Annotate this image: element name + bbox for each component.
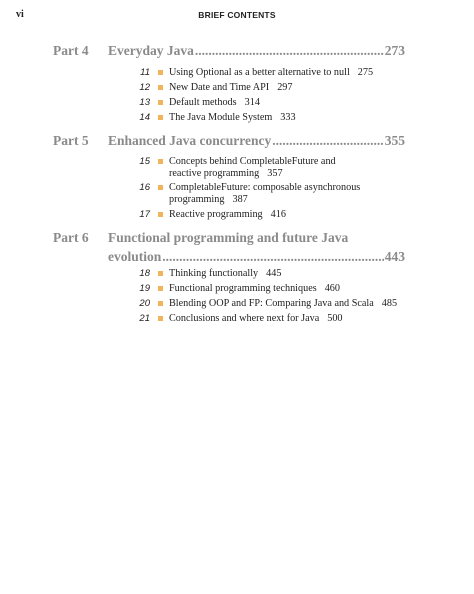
chapter-title: Concepts behind CompletableFuture and xyxy=(169,156,336,167)
bullet-icon xyxy=(158,115,163,120)
page-number: vi xyxy=(16,9,24,20)
chapter-number: 15 xyxy=(139,156,150,167)
part-title: Everyday Java xyxy=(108,43,194,58)
bullet-icon xyxy=(158,70,163,75)
chapter-title: Using Optional as a better alternative to null xyxy=(169,67,350,78)
part-label: Part 6 xyxy=(53,230,89,245)
part-6-heading[interactable] xyxy=(53,230,405,270)
chapter-title: New Date and Time API xyxy=(169,82,270,93)
chapter-number: 19 xyxy=(139,283,150,294)
chapter-title: Thinking functionally xyxy=(169,268,259,279)
chapter-number: 14 xyxy=(139,112,150,123)
chapter-number: 18 xyxy=(139,268,150,279)
chapter-page: 333 xyxy=(280,112,296,123)
chapter-page: 460 xyxy=(324,283,340,294)
part-5-heading[interactable] xyxy=(53,133,405,153)
chapter-number: 16 xyxy=(139,182,150,193)
part-title-continued: evolution xyxy=(108,249,162,264)
leader-dots xyxy=(162,249,383,265)
chapter-title: Functional programming techniques xyxy=(169,283,317,294)
chapter-title: The Java Module System xyxy=(169,112,273,123)
chapter-number: 21 xyxy=(139,313,150,324)
chapter-page: 416 xyxy=(270,209,286,220)
chapter-title: Reactive programming xyxy=(169,209,263,220)
chapter-number: 12 xyxy=(139,82,150,93)
chapter-title-continued: programming xyxy=(169,194,225,205)
part-title: Enhanced Java concurrency xyxy=(108,133,272,148)
bullet-icon xyxy=(158,159,163,164)
bullet-icon xyxy=(158,185,163,190)
chapter-title: CompletableFuture: composable asynchronous xyxy=(169,182,361,193)
bullet-icon xyxy=(158,271,163,276)
chapter-number: 13 xyxy=(139,97,150,108)
bullet-icon xyxy=(158,100,163,105)
chapter-page: 275 xyxy=(357,67,374,78)
page-header xyxy=(16,9,458,23)
part-label: Part 5 xyxy=(53,133,89,148)
part-page: 443 xyxy=(384,249,405,264)
chapter-number: 20 xyxy=(139,298,150,309)
bullet-icon xyxy=(158,85,163,90)
chapter-page: 445 xyxy=(266,268,282,279)
chapter-page: 314 xyxy=(244,97,260,108)
leader-dots xyxy=(272,133,383,149)
leader-dots xyxy=(195,43,384,59)
part-4-heading[interactable] xyxy=(53,43,405,63)
chapter-page: 297 xyxy=(277,82,293,93)
chapter-number: 11 xyxy=(140,67,150,78)
running-head: BRIEF CONTENTS xyxy=(198,10,276,20)
chapter-page: 387 xyxy=(232,194,248,205)
chapter-page: 485 xyxy=(381,298,398,309)
part-label: Part 4 xyxy=(53,43,89,58)
chapter-title: Default methods xyxy=(169,97,237,108)
chapter-title: Conclusions and where next for Java xyxy=(169,313,320,324)
part-page: 355 xyxy=(384,133,405,148)
bullet-icon xyxy=(158,301,163,306)
bullet-icon xyxy=(158,286,163,291)
bullet-icon xyxy=(158,212,163,217)
chapter-page: 500 xyxy=(327,313,343,324)
bullet-icon xyxy=(158,316,163,321)
chapter-number: 17 xyxy=(139,209,150,220)
chapter-title: Blending OOP and FP: Comparing Java and Scala xyxy=(169,298,374,309)
chapter-page: 357 xyxy=(267,168,283,179)
part-page: 273 xyxy=(384,43,405,58)
chapter-title-continued: reactive programming xyxy=(169,168,260,179)
part-title: Functional programming and future Java xyxy=(108,230,349,245)
